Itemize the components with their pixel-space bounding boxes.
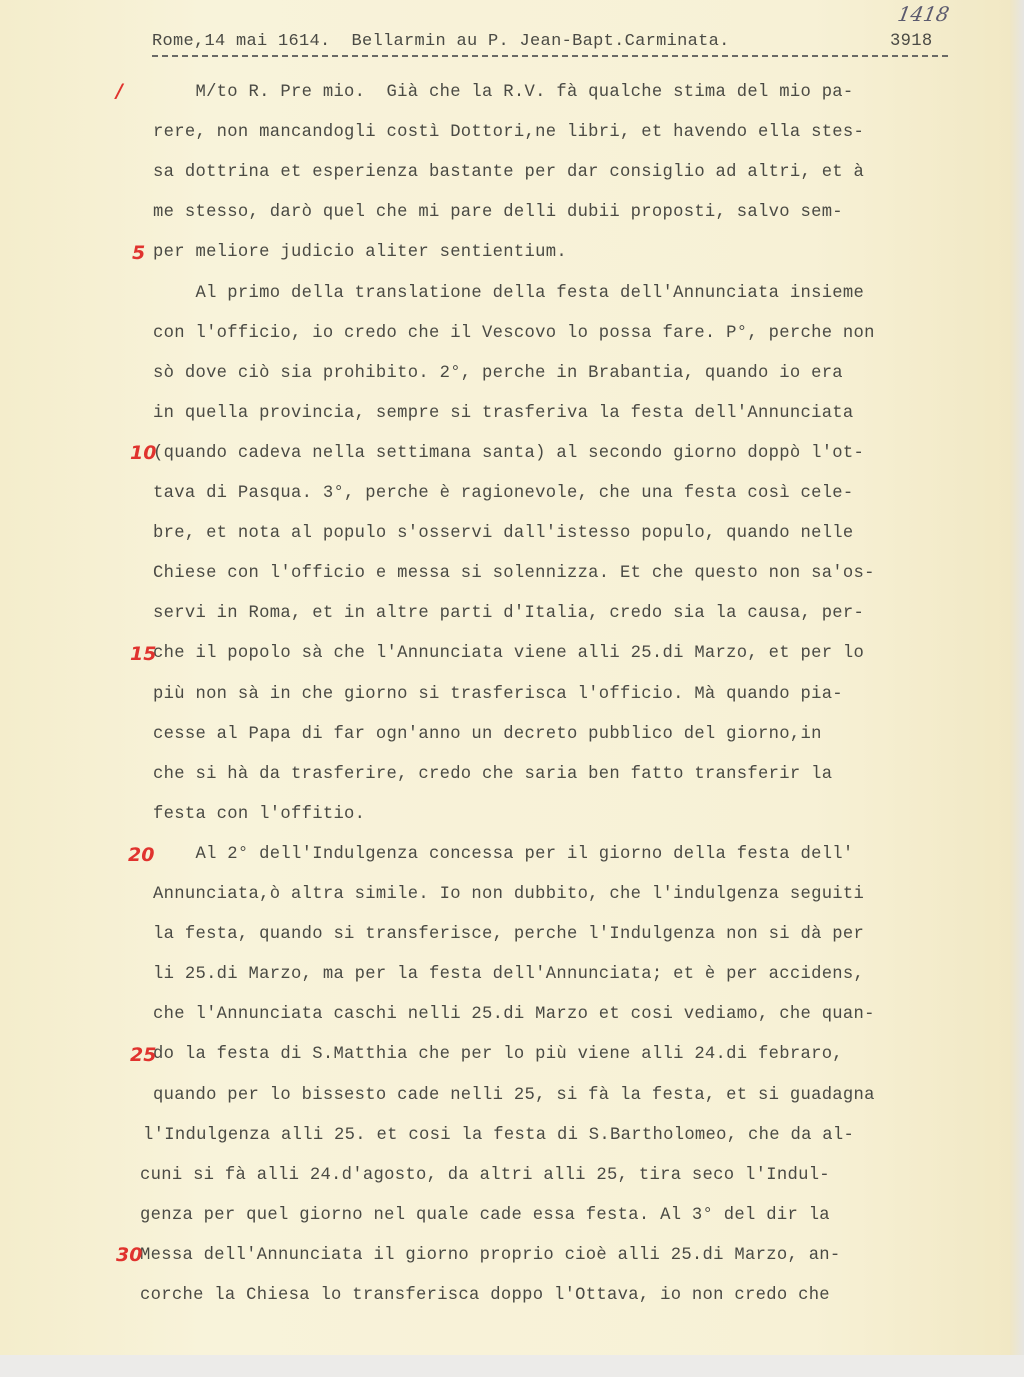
margin-number: 15 bbox=[130, 643, 157, 665]
body-line: li 25.di Marzo, ma per la festa dell'Annunciata; et è per accidens, bbox=[153, 965, 865, 984]
body-line: bre, et nota al populo s'osservi dall'istesso populo, quando nelle bbox=[153, 524, 854, 543]
margin-number: 5 bbox=[132, 242, 146, 264]
body-line: (quando cadeva nella settimana santa) al secondo giorno doppò l'ot- bbox=[153, 444, 865, 463]
body-line: quando per lo bissesto cade nelli 25, si fà la festa, et si guadagna bbox=[153, 1086, 875, 1105]
margin-number: 25 bbox=[130, 1044, 157, 1066]
body-line: in quella provincia, sempre si trasferiva la festa dell'Annunciata bbox=[153, 404, 854, 423]
body-line: M/to R. Pre mio. Già che la R.V. fà qualche stima del mio pa- bbox=[153, 83, 854, 102]
body-line: più non sà in che giorno si trasferisca l'officio. Mà quando pia- bbox=[153, 685, 843, 704]
scan-edge-right bbox=[1010, 0, 1024, 1377]
body-line: cuni si fà alli 24.d'agosto, da altri alli 25, tira seco l'Indul- bbox=[140, 1166, 830, 1185]
body-line: me stesso, darò quel che mi pare delli dubii proposti, salvo sem- bbox=[153, 203, 843, 222]
body-line: che il popolo sà che l'Annunciata viene alli 25.di Marzo, et per lo bbox=[153, 644, 865, 663]
body-line: la festa, quando si transferisce, perche l'Indulgenza non si dà per bbox=[153, 925, 865, 944]
margin-number: 30 bbox=[116, 1244, 143, 1266]
body-line: che l'Annunciata caschi nelli 25.di Marzo et cosi vediamo, che quan- bbox=[153, 1005, 875, 1024]
handwritten-page-number: 1418 bbox=[895, 2, 952, 26]
header-divider bbox=[152, 55, 948, 57]
body-line: sa dottrina et esperienza bastante per dar consiglio ad altri, et à bbox=[153, 163, 865, 182]
margin-number: 20 bbox=[128, 844, 155, 866]
margin-number: / bbox=[116, 80, 123, 102]
body-line: rere, non mancandogli costì Dottori,ne libri, et havendo ella stes- bbox=[153, 123, 865, 142]
body-line: Chiese con l'officio e messa si solennizza. Et che questo non sa'os- bbox=[153, 564, 875, 583]
body-line: sò dove ciò sia prohibito. 2°, perche in Brabantia, quando io era bbox=[153, 364, 843, 383]
body-line: genza per quel giorno nel quale cade essa festa. Al 3° del dir la bbox=[140, 1206, 830, 1225]
typed-page-number: 3918 bbox=[890, 32, 933, 51]
body-line: per meliore judicio aliter sentientium. bbox=[153, 243, 567, 262]
body-line: che si hà da trasferire, credo che saria ben fatto transferir la bbox=[153, 765, 833, 784]
body-line: cesse al Papa di far ogn'anno un decreto pubblico del giorno,in bbox=[153, 725, 822, 744]
body-line: Al primo della translatione della festa dell'Annunciata insieme bbox=[153, 284, 865, 303]
body-line: Al 2° dell'Indulgenza concessa per il giorno della festa dell' bbox=[153, 845, 854, 864]
body-line: festa con l'offitio. bbox=[153, 805, 366, 824]
body-line: con l'officio, io credo che il Vescovo lo possa fare. P°, perche non bbox=[153, 324, 875, 343]
body-line: Annunciata,ò altra simile. Io non dubbito, che l'indulgenza seguiti bbox=[153, 885, 865, 904]
body-line: corche la Chiesa lo transferisca doppo l'Ottava, io non credo che bbox=[140, 1286, 830, 1305]
letter-header: Rome,14 mai 1614. Bellarmin au P. Jean-Bapt.Carminata. bbox=[152, 32, 730, 51]
scan-edge-bottom bbox=[0, 1355, 1024, 1377]
body-line: servi in Roma, et in altre parti d'Italia, credo sia la causa, per- bbox=[153, 604, 865, 623]
body-line: Messa dell'Annunciata il giorno proprio cioè alli 25.di Marzo, an- bbox=[140, 1246, 841, 1265]
body-line: do la festa di S.Matthia che per lo più viene alli 24.di febraro, bbox=[153, 1045, 843, 1064]
body-line: tava di Pasqua. 3°, perche è ragionevole, che una festa così cele- bbox=[153, 484, 854, 503]
margin-number: 10 bbox=[130, 442, 157, 464]
body-line: l'Indulgenza alli 25. et cosi la festa di S.Bartholomeo, che da al- bbox=[143, 1126, 855, 1145]
